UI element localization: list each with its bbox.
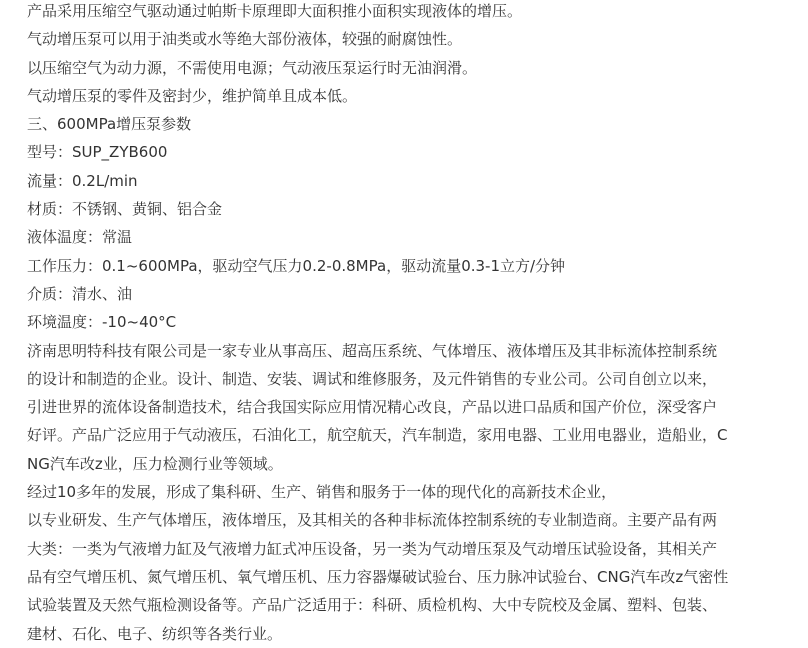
company-paragraph-line: 引进世界的流体设备制造技术，结合我国实际应用情况精心改良，产品以进口品质和国产价位，深受客户 [27, 398, 718, 417]
development-paragraph-line: 经过10多年的发展，形成了集科研、生产、销售和服务于一体的现代化的高新技术企业， [27, 483, 617, 502]
products-paragraph-line: 大类：一类为气液增力缸及气液增力缸式冲压设备，另一类为气动增压泵及气动增压试验设备，其相关产 [27, 539, 718, 558]
company-paragraph-line: 济南思明特科技有限公司是一家专业从事高压、超高压系统、气体增压、液体增压及其非标流体控制系统 [27, 341, 718, 360]
text-line: 产品采用压缩空气驱动通过帕斯卡原理即大面积推小面积实现液体的增压。 [27, 2, 523, 20]
company-paragraph-line: NG汽车改z业，压力检测行业等领域。 [27, 454, 283, 473]
company-paragraph-line: 的设计和制造的企业。设计、制造、安装、调试和维修服务，及元件销售的专业公司。公司自创立以来， [27, 369, 718, 388]
text-line: 气动增压泵的零件及密封少，维护简单且成本低。 [27, 86, 358, 105]
products-paragraph-line: 建材、石化、电子、纺织等各类行业。 [27, 624, 283, 643]
products-paragraph-line: 以专业研发、生产气体增压，液体增压，及其相关的各种非标流体控制系统的专业制造商。主要产品有两 [27, 511, 718, 530]
spec-liquid-temperature: 液体温度：常温 [27, 228, 133, 247]
text-line: 气动增压泵可以用于油类或水等绝大部份液体，较强的耐腐蚀性。 [27, 30, 463, 49]
products-paragraph-line: 品有空气增压机、氮气增压机、氧气增压机、压力容器爆破试验台、压力脉冲试验台、CNG汽车改z气密性 [27, 567, 729, 586]
company-paragraph-line: 好评。产品广泛应用于气动液压，石油化工，航空航天，汽车制造，家用电器、工业用电器业，造船业，C [27, 426, 728, 445]
spec-ambient-temperature: 环境温度：-10~40°C [27, 313, 177, 332]
spec-model: 型号：SUP_ZYB600 [27, 143, 168, 162]
section-heading: 三、600MPa增压泵参数 [27, 115, 192, 134]
products-paragraph-line: 试验装置及天然气瓶检测设备等。产品广泛适用于：科研、质检机构、大中专院校及金属、塑料、包装、 [27, 596, 718, 615]
text-line: 以压缩空气为动力源，不需使用电源；气动液压泵运行时无油润滑。 [27, 58, 478, 77]
spec-material: 材质：不锈钢、黄铜、铝合金 [27, 200, 223, 219]
spec-working-pressure: 工作压力：0.1~600MPa，驱动空气压力0.2-0.8MPa，驱动流量0.3-1立方/分钟 [27, 256, 566, 275]
article-body [27, 0, 797, 648]
spec-medium: 介质：清水、油 [27, 284, 133, 303]
spec-flow: 流量：0.2L/min [27, 171, 138, 190]
